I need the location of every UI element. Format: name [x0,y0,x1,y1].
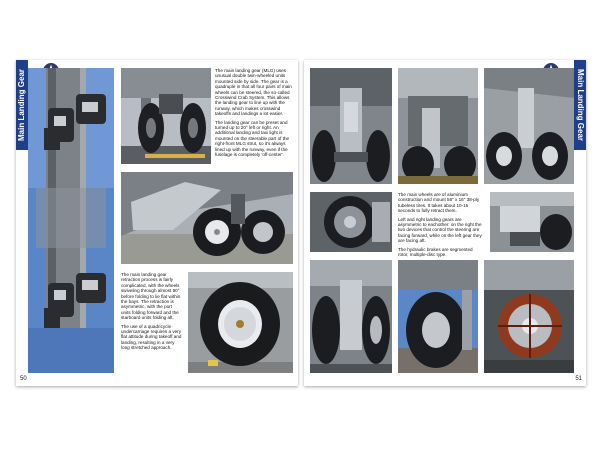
photo-hydraulic-brake [484,260,574,373]
photo-tire-ground [398,260,478,373]
photo-gear-closeup [121,68,211,164]
paragraph: The main wheels are of aluminium construction and mount 56" x 16" 38-ply tubeless tires. It takes about 10-15 seconds to fully retract them. [398,192,480,214]
photo-gear-bay [398,68,478,184]
paragraph: Left and right landing gears are asymmetric to eachother: on the right the two devices that control the steering are facing forward, while on the left gear they are facing aft. [398,216,482,244]
paragraph: The landing gear can be preset and turned up to 20° left or right. An additional landing and taxi light is mounted on the steerable part of the right-front MLG strut, so it's always lined up with the runway, even if the fuselage is completely 'off-center'. [215,119,290,158]
paragraph: The use of a quadricycle undercarriage requires a very flat attitude during takeoff and landing, resulting in a very long stretched approach. [121,323,182,351]
photo-gear-side-view [310,260,392,373]
photo-strut-front [310,68,392,184]
section-tab-left [16,60,28,150]
book-spread [16,60,586,386]
text-block-middle [398,192,484,260]
text-block-top [215,68,293,161]
page-number-left: 50 [20,376,27,382]
paragraph: The main landing gear (MLG) uses unusual double twin-wheeled units mounted side by side. The gear is a quadruple in that all four pairs of main wheels can be steered, the so-called Crosswind Crab System. This allows the landing gear to line up with the runway, which makes crosswind takeoffs and landings a lot easier. [215,68,292,117]
text-block-bottom [121,272,183,354]
photo-steering-actuator [490,192,574,252]
paragraph: The hydraulic brakes are segmented rotor, multiple-disc type. [398,246,473,258]
right-page [304,60,586,386]
paragraph: The main landing gear retraction process is fairly complicated, with the wheels swiveling through almost 90° before folding to lie flat within the bays. The retraction is asymmetric, with the port units folding forward and the starboard units folding aft. [121,272,181,321]
section-tab-label: Main Landing Gear [17,69,26,142]
left-page [16,60,298,386]
photo-retracted-gear [28,68,114,373]
page-number-right: 51 [575,376,582,382]
photo-wheel-detail [188,272,293,373]
section-tab-label: Main Landing Gear [576,68,585,141]
section-tab-right [574,60,586,150]
photo-wheel-assembly [484,68,574,184]
photo-brake-disc [310,192,392,252]
photo-main-wheels [121,172,293,264]
